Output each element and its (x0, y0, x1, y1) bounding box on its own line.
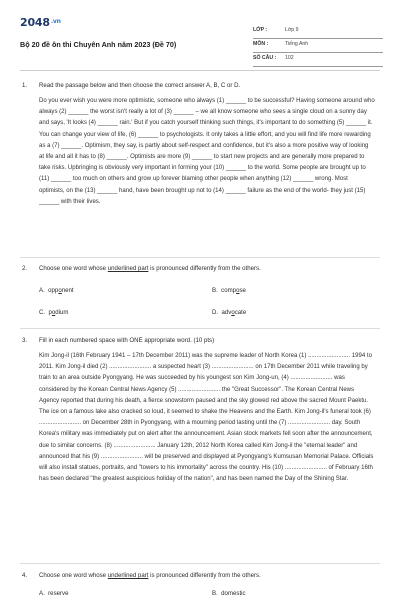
meta-subject-row (253, 38, 383, 53)
option-letter: A. (39, 590, 45, 597)
answer-option-c[interactable] (39, 309, 68, 316)
option-letter: A. (39, 287, 45, 294)
logo-suffix: .vn (50, 18, 61, 25)
document-header (20, 14, 380, 62)
option-text: comp (221, 287, 237, 294)
question-prompt: Read the passage below and then choose the correct answer A, B, C or D. (39, 82, 241, 89)
question-number: 4. (22, 572, 28, 579)
answer-option-a[interactable] (39, 590, 68, 597)
option-letter: D. (212, 309, 219, 316)
option-letter: B. (212, 590, 218, 597)
answer-option-b[interactable] (212, 287, 246, 294)
meta-class-row (253, 24, 383, 39)
meta-class-label: LỚP : (253, 27, 268, 33)
option-underlined: o (58, 287, 62, 294)
option-text: opp (48, 287, 59, 294)
option-text: p (48, 309, 52, 316)
option-letter: C. (39, 309, 46, 316)
option-underlined: o (231, 309, 235, 316)
option-text: reserve (48, 590, 69, 597)
option-text: adv (221, 309, 232, 316)
question-divider (20, 328, 380, 329)
option-letter: B. (212, 287, 218, 294)
prompt-text: Choose one word whose (39, 265, 108, 272)
question-divider (20, 257, 380, 258)
option-text: se (239, 287, 246, 294)
logo-main: 2048 (20, 16, 50, 29)
meta-question-count-value: 102 (285, 55, 294, 61)
option-text: domestic (221, 590, 246, 597)
option-underlined: o (51, 309, 56, 316)
meta-class-value: Lớp 9 (285, 27, 299, 33)
answer-options-row (39, 590, 375, 602)
question-number: 2. (22, 265, 28, 272)
header-divider (20, 70, 380, 71)
answer-options-row (39, 287, 375, 299)
question-divider (20, 563, 380, 564)
prompt-underlined-text: underlined part (107, 572, 149, 579)
question-prompt (39, 263, 379, 274)
prompt-text: is pronounced differently from the others. (148, 572, 261, 579)
question-number: 3. (22, 337, 28, 344)
option-text: dium (55, 309, 69, 316)
prompt-text: Choose one word whose (39, 572, 108, 579)
answer-option-a[interactable] (39, 287, 74, 294)
question-prompt (39, 570, 379, 581)
question-prompt: Fill in each numbered space with ONE appropriate word. (10 pts) (39, 337, 215, 344)
document-title: Bộ 20 đề ôn thi Chuyên Anh năm 2023 (Đề 70) (20, 40, 177, 49)
meta-subject-label: MÔN : (253, 41, 269, 47)
site-logo[interactable] (20, 16, 61, 29)
reading-passage: Do you ever wish you were more optimistic, someone who always (1) ______ to be successful? Having someone around who always (2) ______ the worst isn't really a lot of (3) ______ – we all know someone who sees a single cloud on a sunny day and says, 'It looks (4) ______ rain.' But if you catch yourself thinking such things, it's important to do something (5) ______ it. You can change your view of life, (6) ______ to psychologists. It only takes a little effort, and you will find life more rewarding as a (7) ______. Optimism, they say, is partly about self-respect and confidence, but it's also a more positive way of looking at life and all it has to (8) ______. Optimists are more (9) ______ to start new projects and are generally more prepared to take risks. Upbringing is obviously very important in forming your (10) ______ to the world. Some people are brought up to (11) ______ too much on others and grow up forever blaming other people when anything (12) ______ wrong. Most optimists, on the (13) ______ hand, have been brought up not to (14) ______ failure as the end of the world- they just (15) ______ with their lives. (39, 98, 375, 205)
meta-subject-value: Tiếng Anh (285, 41, 309, 47)
prompt-text: is pronounced differently from the others. (148, 265, 261, 272)
fill-in-passage: Kim Jong-il (16th February 1941 – 17th December 2011) was the supreme leader of North Korea (1) ......................... 1994 to 2011. Kim Jong-il died (2) ......................... a suspected heart (3) ......................... on 17th December 2011 while traveling by train to an area outside Pyongyang. He was succeeded by his youngest son Kim Jong-un, (4) ......................... was considered by the Korean Central News Agency (5) ......................... the "Great Successor". The Korean Central News Agency reported that during his death, a fierce snowstorm paused and the sky glowed red above the sacred Mount Paektu. The ice on a famous lake also cracked so loud, it seemed to shake the Heavens and the Earth. Kim Jong-il's funeral took (6) ......................... on December 28th in Pyongyang, with a mourning period lasting until the (7) ......................... day. South Korea's military was immediately put on alert after the announcement. Asian stock markets fell soon after the announcement, due to similar concerns. (8) ......................... January 12th, 2012 North Korea called Kim Jong-il the "eternal leader" and announced that his (9) ......................... will be preserved and displayed at Pyongyang's Kumsusan Memorial Palace. Officials will also install statues, portraits, and "towers to his immortality" across the country. His (10) ......................... of February 16th has been declared "the greatest auspicious holiday of the nation", and has been named the Day of the Shining Star. (39, 353, 374, 483)
meta-question-count-row (253, 52, 383, 67)
option-text: nent (61, 287, 74, 294)
answer-option-d[interactable] (212, 309, 246, 316)
answer-options-row (39, 309, 375, 321)
option-underlined: o (236, 287, 240, 294)
answer-option-b[interactable] (212, 590, 246, 597)
prompt-underlined-text: underlined part (107, 265, 149, 272)
question-number: 1. (22, 82, 28, 89)
option-text: cate (234, 309, 247, 316)
meta-question-count-label: SỐ CÂU : (253, 55, 277, 61)
